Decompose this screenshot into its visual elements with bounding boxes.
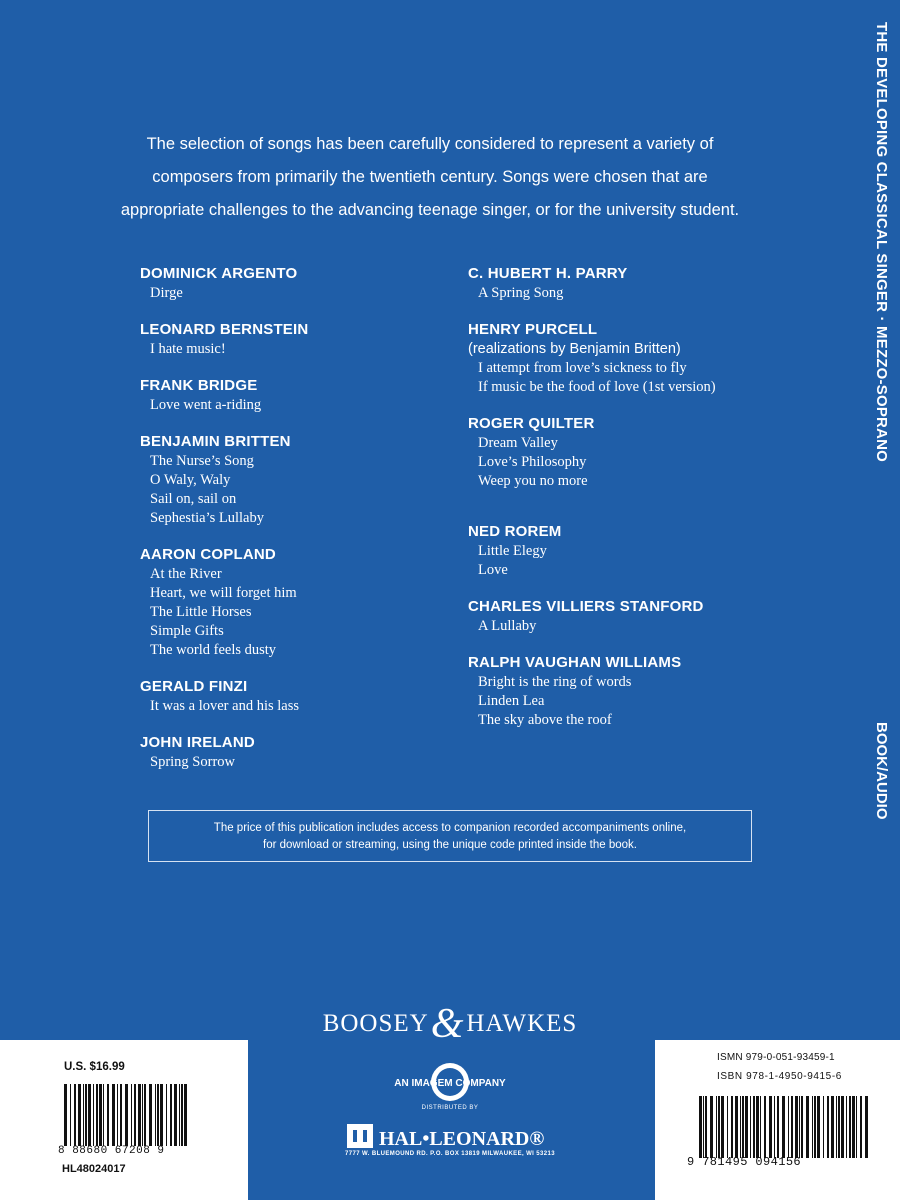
barcode-bar bbox=[838, 1096, 840, 1158]
barcode-bar bbox=[157, 1084, 159, 1146]
composer-entry bbox=[140, 733, 440, 772]
barcode-bar bbox=[795, 1096, 798, 1158]
ean-barcode bbox=[697, 1096, 869, 1158]
barcode-bar bbox=[764, 1096, 766, 1158]
barcode-bar bbox=[852, 1096, 855, 1158]
barcode-bar bbox=[817, 1096, 820, 1158]
song-title: I hate music! bbox=[150, 341, 226, 357]
barcode-bar bbox=[721, 1096, 724, 1158]
composer-name: AARON COPLAND bbox=[140, 546, 276, 563]
song-title: Simple Gifts bbox=[150, 623, 224, 639]
barcode-bar bbox=[179, 1084, 180, 1146]
isbn-barcode-box bbox=[655, 1040, 900, 1200]
song-title: Weep you no more bbox=[478, 473, 588, 489]
barcode-bar bbox=[174, 1084, 177, 1146]
composer-name: NED ROREM bbox=[468, 523, 562, 540]
logo-boosey: BOOSEY bbox=[322, 1010, 429, 1037]
composer-entry bbox=[468, 653, 828, 730]
composer-name: CHARLES VILLIERS STANFORD bbox=[468, 598, 704, 615]
barcode-bar bbox=[88, 1084, 91, 1146]
composer-name: JOHN IRELAND bbox=[140, 734, 255, 751]
imagem-logo-text: AN IMAGEM COMPANY bbox=[394, 1078, 506, 1089]
song-title: Spring Sorrow bbox=[150, 754, 235, 770]
hal-leonard-text: HAL•LEONARD® bbox=[379, 1128, 545, 1150]
song-title: The Little Horses bbox=[150, 604, 252, 620]
barcode-bar bbox=[769, 1096, 772, 1158]
barcode-bar bbox=[799, 1096, 800, 1158]
composer-name: BENJAMIN BRITTEN bbox=[140, 433, 291, 450]
barcode-bar bbox=[78, 1084, 81, 1146]
barcode-bar bbox=[134, 1084, 136, 1146]
publisher-address: 7777 W. BLUEMOUND RD. P.O. BOX 13819 MILWAUKEE, WI 53213 bbox=[344, 1151, 555, 1157]
barcode-bar bbox=[831, 1096, 834, 1158]
audio-access-notice bbox=[148, 810, 752, 862]
song-title: Sail on, sail on bbox=[150, 491, 237, 507]
composer-name: ROGER QUILTER bbox=[468, 415, 595, 432]
spine-format: BOOK/AUDIO bbox=[873, 722, 890, 820]
composer-entry bbox=[140, 677, 440, 716]
barcode-bar bbox=[777, 1096, 779, 1158]
barcode-bar bbox=[74, 1084, 76, 1146]
isbn-number: ISBN 978-1-4950-9415-6 bbox=[717, 1071, 842, 1082]
barcode-bar bbox=[718, 1096, 720, 1158]
song-title: If music be the food of love (1st version) bbox=[478, 379, 716, 395]
barcode-bar bbox=[96, 1084, 98, 1146]
hl-catalog-code: HL48024017 bbox=[62, 1163, 126, 1175]
barcode-bar bbox=[103, 1084, 104, 1146]
song-title: At the River bbox=[150, 566, 222, 582]
song-title: Love’s Philosophy bbox=[478, 454, 587, 470]
barcode-bar bbox=[791, 1096, 793, 1158]
barcode-bar bbox=[750, 1096, 751, 1158]
logo-ampersand: & bbox=[430, 1001, 465, 1047]
song-title: I attempt from love’s sickness to fly bbox=[478, 360, 687, 376]
song-title: The world feels dusty bbox=[150, 642, 277, 658]
composer-entry bbox=[468, 597, 828, 636]
upc-barcode bbox=[62, 1084, 192, 1146]
barcode-bar bbox=[117, 1084, 118, 1146]
barcode-bar bbox=[716, 1096, 717, 1158]
barcode-bar bbox=[107, 1084, 109, 1146]
barcode-bar bbox=[181, 1084, 183, 1146]
barcode-bar bbox=[745, 1096, 748, 1158]
song-title: Sephestia’s Lullaby bbox=[150, 510, 264, 526]
composer-entry bbox=[468, 414, 828, 491]
barcode-bar bbox=[782, 1096, 785, 1158]
contents-right-column bbox=[468, 264, 828, 747]
ean-number: 9 781495 094156 bbox=[687, 1155, 802, 1169]
boosey-hawkes-logo bbox=[320, 1000, 580, 1048]
barcode-bar bbox=[184, 1084, 187, 1146]
song-title: Little Elegy bbox=[478, 543, 547, 559]
barcode-bar bbox=[170, 1084, 172, 1146]
song-title: It was a lover and his lass bbox=[150, 698, 299, 714]
composer-name: DOMINICK ARGENTO bbox=[140, 265, 298, 282]
composer-name: RALPH VAUGHAN WILLIAMS bbox=[468, 654, 682, 671]
barcode-bar bbox=[846, 1096, 847, 1158]
barcode-bar bbox=[85, 1084, 87, 1146]
imagem-company-logo bbox=[362, 1060, 538, 1104]
barcode-bar bbox=[149, 1084, 152, 1146]
barcode-bar bbox=[131, 1084, 132, 1146]
intro-paragraph: The selection of songs has been carefully considered to represent a variety of composers from primarily the twentieth century. Songs were chosen that are appropriate challenges to the advancing teenage singer, or for the university student. bbox=[120, 135, 740, 219]
barcode-bar bbox=[753, 1096, 755, 1158]
barcode-bar bbox=[703, 1096, 704, 1158]
song-title: Linden Lea bbox=[478, 693, 545, 709]
song-title: O Waly, Waly bbox=[150, 472, 231, 488]
barcode-bar bbox=[99, 1084, 102, 1146]
barcode-bar bbox=[836, 1096, 837, 1158]
barcode-bar bbox=[699, 1096, 702, 1158]
barcode-bar bbox=[856, 1096, 857, 1158]
barcode-bar bbox=[774, 1096, 775, 1158]
logo-hawkes: HAWKES bbox=[466, 1010, 578, 1037]
barcode-bar bbox=[64, 1084, 67, 1146]
barcode-bar bbox=[70, 1084, 71, 1146]
barcode-bar bbox=[93, 1084, 94, 1146]
contents-left-column bbox=[140, 264, 440, 789]
song-title: Love bbox=[478, 562, 508, 578]
barcode-bar bbox=[727, 1096, 728, 1158]
barcode-bar bbox=[731, 1096, 733, 1158]
barcode-bar bbox=[860, 1096, 862, 1158]
barcode-bar bbox=[142, 1084, 143, 1146]
song-title: Heart, we will forget him bbox=[150, 585, 297, 601]
barcode-bar bbox=[865, 1096, 868, 1158]
barcode-bar bbox=[827, 1096, 829, 1158]
hal-leonard-emblem bbox=[347, 1124, 373, 1148]
composer-entry bbox=[468, 320, 828, 397]
barcode-bar bbox=[155, 1084, 156, 1146]
barcode-bar bbox=[742, 1096, 744, 1158]
composer-name: C. HUBERT H. PARRY bbox=[468, 265, 628, 282]
price-barcode-box bbox=[0, 1040, 248, 1200]
barcode-bar bbox=[756, 1096, 759, 1158]
song-title: The sky above the roof bbox=[478, 712, 612, 728]
composer-note: (realizations by Benjamin Britten) bbox=[468, 341, 681, 357]
barcode-bar bbox=[166, 1084, 167, 1146]
barcode-bar bbox=[160, 1084, 163, 1146]
barcode-bar bbox=[138, 1084, 141, 1146]
barcode-bar bbox=[812, 1096, 813, 1158]
barcode-bar bbox=[760, 1096, 761, 1158]
composer-entry bbox=[140, 320, 440, 359]
composer-entry bbox=[140, 376, 440, 415]
barcode-bar bbox=[112, 1084, 115, 1146]
barcode-bar bbox=[814, 1096, 816, 1158]
ismn-number: ISMN 979-0-051-93459-1 bbox=[717, 1052, 835, 1063]
notice-line: The price of this publication includes access to companion recorded accompaniments online, bbox=[213, 822, 687, 834]
song-title: Dream Valley bbox=[478, 435, 558, 451]
distributed-by-label: DISTRIBUTED BY bbox=[421, 1105, 479, 1111]
song-title: The Nurse’s Song bbox=[150, 453, 254, 469]
hal-leonard-logo bbox=[345, 1118, 555, 1154]
song-title: Bright is the ring of words bbox=[478, 674, 632, 690]
barcode-bar bbox=[841, 1096, 844, 1158]
barcode-bar bbox=[144, 1084, 146, 1146]
composer-name: FRANK BRIDGE bbox=[140, 377, 258, 394]
barcode-bar bbox=[849, 1096, 851, 1158]
barcode-bar bbox=[83, 1084, 84, 1146]
composer-entry bbox=[140, 545, 440, 660]
barcode-bar bbox=[125, 1084, 128, 1146]
notice-line: for download or streaming, using the unique code printed inside the book. bbox=[263, 839, 637, 851]
barcode-bar bbox=[806, 1096, 809, 1158]
price: U.S. $16.99 bbox=[64, 1061, 125, 1073]
barcode-bar bbox=[740, 1096, 741, 1158]
composer-entry bbox=[468, 522, 828, 580]
barcode-bar bbox=[735, 1096, 738, 1158]
barcode-bar bbox=[823, 1096, 824, 1158]
song-title: Love went a-riding bbox=[150, 397, 262, 413]
song-title: A Spring Song bbox=[478, 285, 564, 301]
composer-name: GERALD FINZI bbox=[140, 678, 248, 695]
song-title: Dirge bbox=[150, 285, 183, 301]
composer-name: LEONARD BERNSTEIN bbox=[140, 321, 309, 338]
barcode-bar bbox=[705, 1096, 707, 1158]
composer-entry bbox=[140, 264, 440, 303]
composer-entry bbox=[140, 432, 440, 528]
barcode-bar bbox=[788, 1096, 789, 1158]
song-title: A Lullaby bbox=[478, 618, 537, 634]
composer-entry bbox=[468, 264, 828, 303]
barcode-bar bbox=[710, 1096, 713, 1158]
composer-name: HENRY PURCELL bbox=[468, 321, 598, 338]
spine-title: THE DEVELOPING CLASSICAL SINGER · MEZZO-SOPRANO bbox=[873, 22, 890, 462]
upc-number: 8 88680 67208 9 bbox=[58, 1145, 165, 1157]
barcode-bar bbox=[120, 1084, 122, 1146]
barcode-bar bbox=[801, 1096, 803, 1158]
